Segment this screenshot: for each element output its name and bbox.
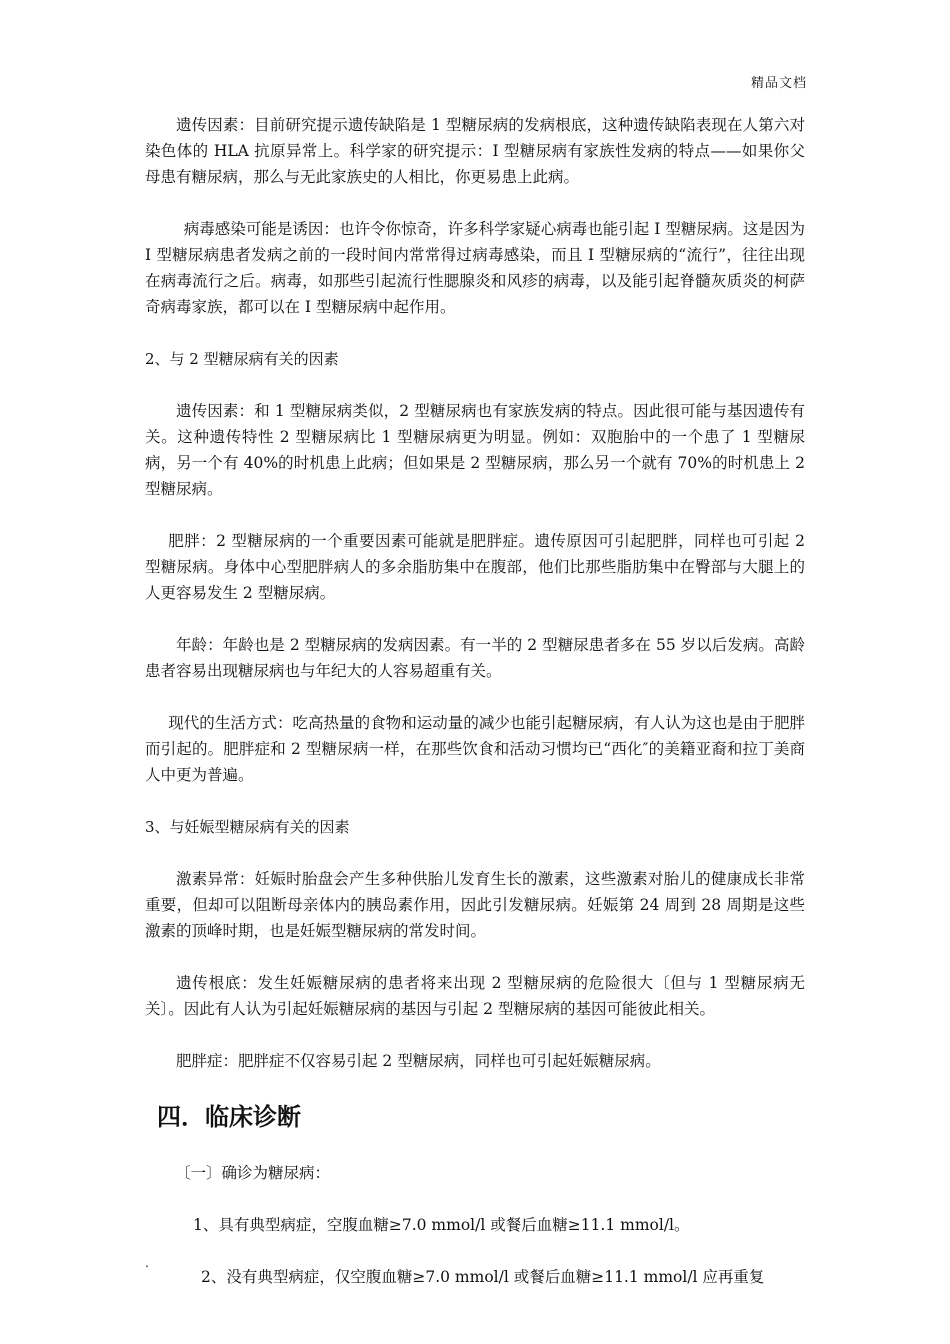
- diagnosis-item-2: 2、没有典型病症，仅空腹血糖≥7.0 mmol/l 或餐后血糖≥11.1 mmol/l 应再重复: [201, 1268, 765, 1286]
- footer-mark: .: [145, 1256, 149, 1270]
- paragraph-gestational-hormone: 激素异常：妊娠时胎盘会产生多种供胎儿发育生长的激素，这些激素对胎儿的健康成长非常重要，但却可以阻断母亲体内的胰岛素作用，因此引发糖尿病。妊娠第 24 周到 28 周期是这些激素的顶峰时期，也是妊娠型糖尿病的常发时间。: [145, 870, 805, 940]
- diagnosis-subheading: 〔一〕确诊为糖尿病：: [175, 1164, 331, 1182]
- document-body: [145, 112, 805, 1290]
- paragraph-type2-lifestyle: 现代的生活方式：吃高热量的食物和运动量的减少也能引起糖尿病，有人认为这也是由于肥胖而引起的。肥胖症和 2 型糖尿病一样，在那些饮食和活动习惯均已“西化″的美籍亚裔和拉丁美商人中更为普遍。: [145, 714, 805, 784]
- paragraph-gestational-genetic: 遗传根底：发生妊娠糖尿病的患者将来出现 2 型糖尿病的危险很大〔但与 1 型糖尿病无关〕。因此有人认为引起妊娠糖尿病的基因与引起 2 型糖尿病的基因可能彼此相关。: [145, 974, 805, 1018]
- chapter-heading-diagnosis: 四．临床诊断: [157, 1103, 301, 1131]
- paragraph-type1-genetic: 遗传因素：目前研究提示遗传缺陷是 1 型糖尿病的发病根底，这种遗传缺陷表现在人第六对染色体的 HLA 抗原异常上。科学家的研究提示：I 型糖尿病有家族性发病的特点——如果你父母患有糖尿病，那么与无此家族史的人相比，你更易患上此病。: [145, 116, 805, 186]
- paragraph-type2-genetic: 遗传因素：和 1 型糖尿病类似，2 型糖尿病也有家族发病的特点。因此很可能与基因遗传有关。这种遗传特性 2 型糖尿病比 1 型糖尿病更为明显。例如：双胞胎中的一个患了 1 型糖尿病，另一个有 40%的时机患上此病；但如果是 2 型糖尿病，那么另一个就有 70%的时机患上 2 型糖尿病。: [145, 402, 805, 498]
- paragraph-type1-virus: 病毒感染可能是诱因：也许令你惊奇，许多科学家疑心病毒也能引起 I 型糖尿病。这是因为 I 型糖尿病患者发病之前的一段时间内常常得过病毒感染，而且 I 型糖尿病的“流行”，往往出现在病毒流行之后。病毒，如那些引起流行性腮腺炎和风疹的病毒，以及能引起脊髓灰质炎的柯萨奇病毒家族，都可以在 I 型糖尿病中起作用。: [145, 220, 805, 316]
- section-heading-type2: 2、与 2 型糖尿病有关的因素: [145, 350, 339, 368]
- section-heading-gestational: 3、与妊娠型糖尿病有关的因素: [145, 818, 350, 836]
- diagnosis-item-1: 1、具有典型病症，空腹血糖≥7.0 mmol/l 或餐后血糖≥11.1 mmol/l。: [193, 1216, 690, 1234]
- paragraph-gestational-obesity: 肥胖症：肥胖症不仅容易引起 2 型糖尿病，同样也可引起妊娠糖尿病。: [176, 1052, 661, 1070]
- paragraph-type2-obesity: 肥胖：2 型糖尿病的一个重要因素可能就是肥胖症。遗传原因可引起肥胖，同样也可引起 2 型糖尿病。身体中心型肥胖病人的多余脂肪集中在腹部，他们比那些脂肪集中在臀部与大腿上的人更容易发生 2 型糖尿病。: [145, 532, 805, 602]
- header-mark: 精品文档: [750, 76, 807, 91]
- paragraph-type2-age: 年龄：年龄也是 2 型糖尿病的发病因素。有一半的 2 型糖尿患者多在 55 岁以后发病。高龄患者容易出现糖尿病也与年纪大的人容易超重有关。: [145, 636, 805, 680]
